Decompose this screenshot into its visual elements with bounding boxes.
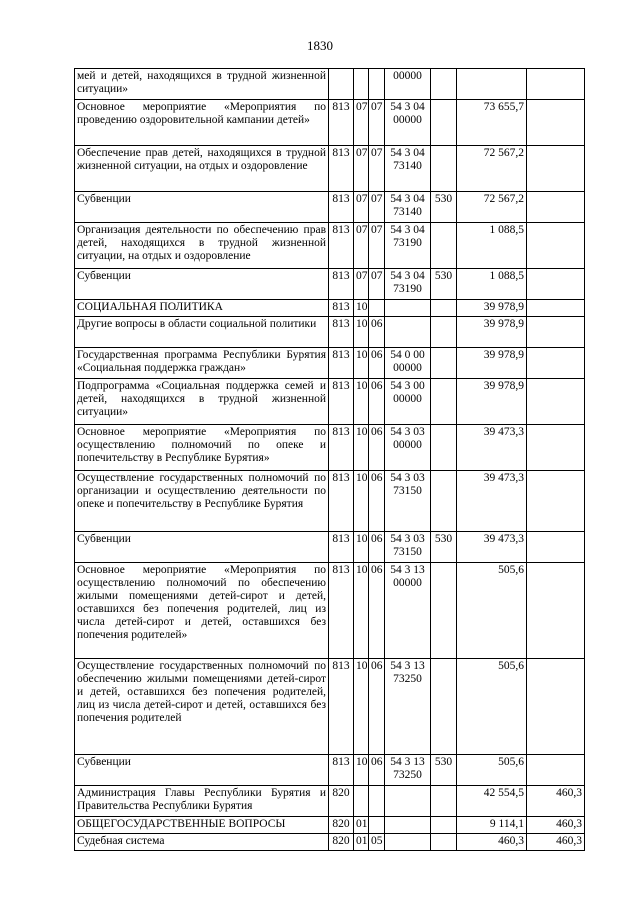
row-name: Подпрограмма «Социальная поддержка семей и детей, находящихся в трудной жизненной ситуации» (75, 379, 329, 425)
table-row (75, 69, 585, 100)
table-row (75, 300, 585, 317)
table-row (75, 100, 585, 146)
row-vr: 530 (431, 532, 457, 563)
budget-table (74, 68, 585, 851)
row-sum1: 9 114,1 (457, 817, 527, 834)
row-vr (431, 100, 457, 146)
table-row (75, 379, 585, 425)
row-name: Администрация Главы Республики Бурятия и Правительства Республики Бурятия (75, 786, 329, 817)
row-vr (431, 425, 457, 471)
table-row (75, 834, 585, 851)
row-ved: 813 (329, 659, 354, 755)
row-rz: 07 (354, 192, 369, 223)
row-sum1: 39 978,9 (457, 379, 527, 425)
row-sum1: 42 554,5 (457, 786, 527, 817)
row-rz: 10 (354, 755, 369, 786)
table-row (75, 317, 585, 348)
row-pr: 06 (369, 659, 385, 755)
row-pr (369, 786, 385, 817)
row-pr: 07 (369, 146, 385, 192)
row-sum2 (527, 659, 585, 755)
table-row (75, 192, 585, 223)
row-pr: 06 (369, 317, 385, 348)
table-row (75, 269, 585, 300)
row-sum2 (527, 192, 585, 223)
row-rz: 10 (354, 300, 369, 317)
row-vr (431, 146, 457, 192)
row-name: Осуществление государственных полномочий по организации и осуществлению деятельности по опеке и попечительству в Республике Бурятия (75, 471, 329, 532)
row-csr (385, 300, 431, 317)
row-csr: 54 3 03 00000 (385, 425, 431, 471)
row-sum2 (527, 300, 585, 317)
row-pr: 07 (369, 223, 385, 269)
row-sum2 (527, 755, 585, 786)
row-pr: 06 (369, 348, 385, 379)
row-sum2 (527, 471, 585, 532)
row-name: Субвенции (75, 192, 329, 223)
table-row (75, 532, 585, 563)
row-ved: 813 (329, 192, 354, 223)
row-sum2 (527, 269, 585, 300)
row-name: Судебная система (75, 834, 329, 851)
row-sum1: 73 655,7 (457, 100, 527, 146)
row-csr: 54 3 04 73140 (385, 146, 431, 192)
row-ved: 813 (329, 269, 354, 300)
row-ved: 813 (329, 223, 354, 269)
row-ved: 813 (329, 563, 354, 659)
row-pr: 06 (369, 379, 385, 425)
row-csr: 00000 (385, 69, 431, 100)
row-rz: 10 (354, 659, 369, 755)
row-sum2 (527, 146, 585, 192)
row-sum1: 1 088,5 (457, 223, 527, 269)
row-name: Государственная программа Республики Бурятия «Социальная поддержка граждан» (75, 348, 329, 379)
row-sum1: 39 978,9 (457, 348, 527, 379)
row-csr (385, 317, 431, 348)
row-name: мей и детей, находящихся в трудной жизненной ситуации» (75, 69, 329, 100)
row-csr (385, 786, 431, 817)
row-rz: 07 (354, 269, 369, 300)
table-row (75, 223, 585, 269)
row-ved: 813 (329, 146, 354, 192)
table-body (75, 69, 585, 851)
row-rz: 10 (354, 471, 369, 532)
row-csr: 54 3 03 73150 (385, 532, 431, 563)
row-sum2 (527, 348, 585, 379)
row-vr (431, 786, 457, 817)
row-sum2 (527, 69, 585, 100)
row-ved: 813 (329, 755, 354, 786)
row-rz (354, 786, 369, 817)
row-vr (431, 317, 457, 348)
row-name: Субвенции (75, 755, 329, 786)
row-sum1: 505,6 (457, 563, 527, 659)
row-sum2 (527, 425, 585, 471)
row-rz: 10 (354, 379, 369, 425)
table-row (75, 146, 585, 192)
row-rz: 01 (354, 817, 369, 834)
row-sum2 (527, 379, 585, 425)
row-csr: 54 3 04 73190 (385, 223, 431, 269)
row-csr (385, 817, 431, 834)
table-row (75, 817, 585, 834)
row-pr: 06 (369, 471, 385, 532)
row-sum1: 505,6 (457, 755, 527, 786)
row-pr: 06 (369, 532, 385, 563)
row-csr: 54 3 13 00000 (385, 563, 431, 659)
row-rz: 10 (354, 425, 369, 471)
row-sum1: 505,6 (457, 659, 527, 755)
row-name: Субвенции (75, 532, 329, 563)
row-ved: 813 (329, 379, 354, 425)
row-rz: 10 (354, 563, 369, 659)
row-pr (369, 69, 385, 100)
row-sum2 (527, 317, 585, 348)
row-csr: 54 3 13 73250 (385, 755, 431, 786)
row-vr (431, 379, 457, 425)
row-pr (369, 817, 385, 834)
row-csr: 54 3 04 73140 (385, 192, 431, 223)
row-name: Обеспечение прав детей, находящихся в трудной жизненной ситуации, на отдых и оздоровление (75, 146, 329, 192)
row-pr: 07 (369, 100, 385, 146)
row-ved: 813 (329, 532, 354, 563)
table-row (75, 348, 585, 379)
row-pr: 07 (369, 269, 385, 300)
row-sum1: 39 978,9 (457, 300, 527, 317)
row-ved (329, 69, 354, 100)
row-name: Основное мероприятие «Мероприятия по осуществлению полномочий по опеке и попечительству в Республике Бурятия» (75, 425, 329, 471)
row-csr (385, 834, 431, 851)
row-pr: 07 (369, 192, 385, 223)
row-vr (431, 348, 457, 379)
row-name: ОБЩЕГОСУДАРСТВЕННЫЕ ВОПРОСЫ (75, 817, 329, 834)
row-rz: 10 (354, 317, 369, 348)
table-row (75, 563, 585, 659)
row-ved: 813 (329, 425, 354, 471)
row-name: Организация деятельности по обеспечению прав детей, находящихся в трудной жизненной ситуации, на отдых и оздоровление (75, 223, 329, 269)
table-row (75, 755, 585, 786)
row-sum1: 39 473,3 (457, 532, 527, 563)
row-vr: 530 (431, 755, 457, 786)
row-ved: 820 (329, 786, 354, 817)
row-rz: 07 (354, 223, 369, 269)
row-vr (431, 223, 457, 269)
table-row (75, 425, 585, 471)
page-number: 1830 (307, 38, 333, 53)
row-vr (431, 817, 457, 834)
row-rz: 10 (354, 532, 369, 563)
row-pr: 06 (369, 755, 385, 786)
row-pr (369, 300, 385, 317)
row-name: Основное мероприятие «Мероприятия по осуществлению полномочий по обеспечению жилыми помещениями детей-сирот и детей, оставшихся без попечения родителей, лиц из числа детей-сирот и детей, оставшихся без попечения родителей» (75, 563, 329, 659)
table-row (75, 786, 585, 817)
row-sum1: 72 567,2 (457, 192, 527, 223)
row-sum1: 1 088,5 (457, 269, 527, 300)
row-vr (431, 563, 457, 659)
row-rz: 01 (354, 834, 369, 851)
row-sum2: 460,3 (527, 834, 585, 851)
row-name: Другие вопросы в области социальной политики (75, 317, 329, 348)
row-vr (431, 300, 457, 317)
row-sum2: 460,3 (527, 786, 585, 817)
row-sum2: 460,3 (527, 817, 585, 834)
row-ved: 820 (329, 817, 354, 834)
row-ved: 813 (329, 100, 354, 146)
row-vr: 530 (431, 192, 457, 223)
row-sum2 (527, 100, 585, 146)
row-vr (431, 659, 457, 755)
row-vr (431, 834, 457, 851)
row-rz: 10 (354, 348, 369, 379)
row-name: Осуществление государственных полномочий по обеспечению жилыми помещениями детей-сирот и детей, оставшихся без попечения родителей, лиц из числа детей-сирот и детей, оставшихся без попечения родителей (75, 659, 329, 755)
row-csr: 54 0 00 00000 (385, 348, 431, 379)
row-csr: 54 3 00 00000 (385, 379, 431, 425)
row-sum1: 460,3 (457, 834, 527, 851)
row-rz: 07 (354, 100, 369, 146)
row-sum1: 72 567,2 (457, 146, 527, 192)
row-name: Основное мероприятие «Мероприятия по проведению оздоровительной кампании детей» (75, 100, 329, 146)
row-csr: 54 3 13 73250 (385, 659, 431, 755)
row-name: СОЦИАЛЬНАЯ ПОЛИТИКА (75, 300, 329, 317)
row-rz: 07 (354, 146, 369, 192)
row-ved: 813 (329, 317, 354, 348)
row-csr: 54 3 03 73150 (385, 471, 431, 532)
row-name: Субвенции (75, 269, 329, 300)
row-vr (431, 69, 457, 100)
row-csr: 54 3 04 00000 (385, 100, 431, 146)
row-csr: 54 3 04 73190 (385, 269, 431, 300)
row-sum1: 39 473,3 (457, 425, 527, 471)
row-ved: 813 (329, 471, 354, 532)
row-ved: 813 (329, 348, 354, 379)
row-rz (354, 69, 369, 100)
row-ved: 813 (329, 300, 354, 317)
row-sum2 (527, 223, 585, 269)
row-sum1 (457, 69, 527, 100)
row-pr: 05 (369, 834, 385, 851)
table-row (75, 659, 585, 755)
row-sum2 (527, 563, 585, 659)
row-ved: 820 (329, 834, 354, 851)
row-sum2 (527, 532, 585, 563)
row-pr: 06 (369, 425, 385, 471)
row-pr: 06 (369, 563, 385, 659)
row-sum1: 39 473,3 (457, 471, 527, 532)
row-vr (431, 471, 457, 532)
row-sum1: 39 978,9 (457, 317, 527, 348)
row-vr: 530 (431, 269, 457, 300)
table-row (75, 471, 585, 532)
